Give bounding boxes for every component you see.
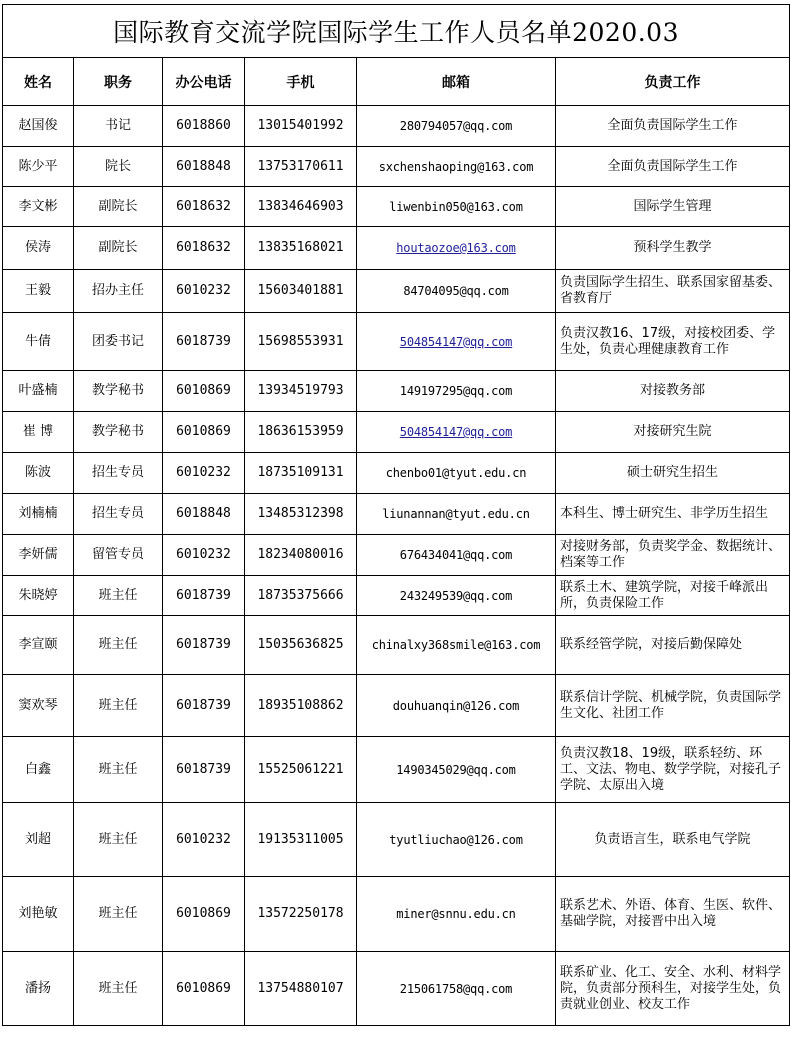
table-row xyxy=(3,313,790,371)
mobile-cell: 15698553931 xyxy=(245,313,357,371)
email-cell: 243249539@qq.com xyxy=(357,576,556,616)
table-row xyxy=(3,877,790,952)
mobile-cell: 13835168021 xyxy=(245,227,357,270)
position-cell: 留管专员 xyxy=(74,535,163,576)
name-cell: 刘艳敏 xyxy=(3,877,74,952)
name-cell: 潘扬 xyxy=(3,952,74,1026)
email-cell: 215061758@qq.com xyxy=(357,952,556,1026)
name-cell: 窦欢琴 xyxy=(3,675,74,737)
name-cell: 李文彬 xyxy=(3,187,74,227)
email-cell: 676434041@qq.com xyxy=(357,535,556,576)
position-cell: 院长 xyxy=(74,147,163,187)
table-row xyxy=(3,675,790,737)
table-row xyxy=(3,535,790,576)
office-phone-cell: 6018632 xyxy=(163,187,245,227)
email-cell: 149197295@qq.com xyxy=(357,371,556,412)
office-phone-cell: 6018632 xyxy=(163,227,245,270)
table-row xyxy=(3,737,790,803)
position-cell: 班主任 xyxy=(74,675,163,737)
duties-cell: 对接财务部，负责奖学金、数据统计、档案等工作 xyxy=(556,535,790,576)
duties-cell: 对接教务部 xyxy=(556,371,790,412)
table-row xyxy=(3,803,790,877)
position-cell: 班主任 xyxy=(74,952,163,1026)
duties-cell: 本科生、博士研究生、非学历生招生 xyxy=(556,494,790,535)
table-body xyxy=(3,106,790,1026)
name-cell: 牛倩 xyxy=(3,313,74,371)
office-phone-cell: 6010232 xyxy=(163,535,245,576)
duties-cell: 国际学生管理 xyxy=(556,187,790,227)
header-name: 姓名 xyxy=(3,58,74,106)
position-cell: 班主任 xyxy=(74,877,163,952)
table-row xyxy=(3,412,790,453)
office-phone-cell: 6010869 xyxy=(163,412,245,453)
position-cell: 团委书记 xyxy=(74,313,163,371)
email-cell: sxchenshaoping@163.com xyxy=(357,147,556,187)
duties-cell: 联系矿业、化工、安全、水利、材料学院，负责部分预科生，对接学生处，负责就业创业、校友工作 xyxy=(556,952,790,1026)
table-row xyxy=(3,616,790,675)
name-cell: 陈少平 xyxy=(3,147,74,187)
position-cell: 招办主任 xyxy=(74,270,163,313)
table-row xyxy=(3,106,790,147)
mobile-cell: 19135311005 xyxy=(245,803,357,877)
email-cell[interactable]: houtaozoe@163.com xyxy=(357,227,556,270)
mobile-cell: 15525061221 xyxy=(245,737,357,803)
duties-cell: 硕士研究生招生 xyxy=(556,453,790,494)
staff-table xyxy=(2,4,790,1026)
email-cell: douhuanqin@126.com xyxy=(357,675,556,737)
office-phone-cell: 6018739 xyxy=(163,313,245,371)
name-cell: 李妍儒 xyxy=(3,535,74,576)
duties-cell: 全面负责国际学生工作 xyxy=(556,106,790,147)
duties-cell: 负责汉教16、17级，对接校团委、学生处，负责心理健康教育工作 xyxy=(556,313,790,371)
office-phone-cell: 6010869 xyxy=(163,952,245,1026)
table-row xyxy=(3,952,790,1026)
duties-cell: 联系艺术、外语、体育、生医、软件、基础学院，对接晋中出入境 xyxy=(556,877,790,952)
name-cell: 赵国俊 xyxy=(3,106,74,147)
mobile-cell: 13753170611 xyxy=(245,147,357,187)
position-cell: 教学秘书 xyxy=(74,371,163,412)
duties-cell: 联系土木、建筑学院，对接千峰派出所，负责保险工作 xyxy=(556,576,790,616)
header-duties: 负责工作 xyxy=(556,58,790,106)
position-cell: 班主任 xyxy=(74,737,163,803)
name-cell: 叶盛楠 xyxy=(3,371,74,412)
table-row xyxy=(3,494,790,535)
duties-cell: 对接研究生院 xyxy=(556,412,790,453)
position-cell: 班主任 xyxy=(74,616,163,675)
mobile-cell: 13485312398 xyxy=(245,494,357,535)
table-row xyxy=(3,187,790,227)
mobile-cell: 18636153959 xyxy=(245,412,357,453)
position-cell: 书记 xyxy=(74,106,163,147)
office-phone-cell: 6018848 xyxy=(163,494,245,535)
office-phone-cell: 6010232 xyxy=(163,270,245,313)
duties-cell: 负责国际学生招生、联系国家留基委、省教育厅 xyxy=(556,270,790,313)
table-row xyxy=(3,147,790,187)
position-cell: 副院长 xyxy=(74,187,163,227)
name-cell: 刘楠楠 xyxy=(3,494,74,535)
name-cell: 李宣颐 xyxy=(3,616,74,675)
position-cell: 班主任 xyxy=(74,803,163,877)
position-cell: 班主任 xyxy=(74,576,163,616)
name-cell: 朱晓婷 xyxy=(3,576,74,616)
office-phone-cell: 6018739 xyxy=(163,737,245,803)
mobile-cell: 18935108862 xyxy=(245,675,357,737)
email-cell: 1490345029@qq.com xyxy=(357,737,556,803)
name-cell: 陈波 xyxy=(3,453,74,494)
header-email: 邮箱 xyxy=(357,58,556,106)
mobile-cell: 13572250178 xyxy=(245,877,357,952)
duties-cell: 负责语言生，联系电气学院 xyxy=(556,803,790,877)
email-cell: 84704095@qq.com xyxy=(357,270,556,313)
position-cell: 教学秘书 xyxy=(74,412,163,453)
office-phone-cell: 6018739 xyxy=(163,675,245,737)
duties-cell: 联系信计学院、机械学院，负责国际学生文化、社团工作 xyxy=(556,675,790,737)
mobile-cell: 13754880107 xyxy=(245,952,357,1026)
email-cell: chinalxy368smile@163.com xyxy=(357,616,556,675)
header-office-phone: 办公电话 xyxy=(163,58,245,106)
name-cell: 侯涛 xyxy=(3,227,74,270)
office-phone-cell: 6018739 xyxy=(163,616,245,675)
office-phone-cell: 6018848 xyxy=(163,147,245,187)
mobile-cell: 13015401992 xyxy=(245,106,357,147)
mobile-cell: 18735375666 xyxy=(245,576,357,616)
table-row xyxy=(3,227,790,270)
mobile-cell: 13934519793 xyxy=(245,371,357,412)
email-cell: chenbo01@tyut.edu.cn xyxy=(357,453,556,494)
duties-cell: 负责汉教18、19级，联系轻纺、环工、文法、物电、数学学院，对接孔子学院、太原出入境 xyxy=(556,737,790,803)
duties-cell: 预科学生教学 xyxy=(556,227,790,270)
mobile-cell: 15603401881 xyxy=(245,270,357,313)
name-cell: 白鑫 xyxy=(3,737,74,803)
office-phone-cell: 6018739 xyxy=(163,576,245,616)
position-cell: 招生专员 xyxy=(74,494,163,535)
mobile-cell: 13834646903 xyxy=(245,187,357,227)
table-row xyxy=(3,576,790,616)
position-cell: 副院长 xyxy=(74,227,163,270)
name-cell: 崔 博 xyxy=(3,412,74,453)
office-phone-cell: 6010232 xyxy=(163,453,245,494)
duties-cell: 联系经管学院，对接后勤保障处 xyxy=(556,616,790,675)
mobile-cell: 18735109131 xyxy=(245,453,357,494)
mobile-cell: 18234080016 xyxy=(245,535,357,576)
table-header-row xyxy=(3,58,790,106)
office-phone-cell: 6010232 xyxy=(163,803,245,877)
email-cell: 280794057@qq.com xyxy=(357,106,556,147)
table-row xyxy=(3,371,790,412)
email-cell: miner@snnu.edu.cn xyxy=(357,877,556,952)
position-cell: 招生专员 xyxy=(74,453,163,494)
office-phone-cell: 6018860 xyxy=(163,106,245,147)
name-cell: 刘超 xyxy=(3,803,74,877)
email-cell[interactable]: 504854147@qq.com xyxy=(357,313,556,371)
name-cell: 王毅 xyxy=(3,270,74,313)
table-row xyxy=(3,270,790,313)
page-title: 国际教育交流学院国际学生工作人员名单2020.03 xyxy=(3,5,790,58)
header-position: 职务 xyxy=(74,58,163,106)
staff-list-sheet xyxy=(2,4,789,1026)
header-mobile: 手机 xyxy=(245,58,357,106)
office-phone-cell: 6010869 xyxy=(163,371,245,412)
mobile-cell: 15035636825 xyxy=(245,616,357,675)
table-row xyxy=(3,453,790,494)
email-cell: liwenbin050@163.com xyxy=(357,187,556,227)
email-cell: liunannan@tyut.edu.cn xyxy=(357,494,556,535)
office-phone-cell: 6010869 xyxy=(163,877,245,952)
duties-cell: 全面负责国际学生工作 xyxy=(556,147,790,187)
email-cell: tyutliuchao@126.com xyxy=(357,803,556,877)
email-cell[interactable]: 504854147@qq.com xyxy=(357,412,556,453)
